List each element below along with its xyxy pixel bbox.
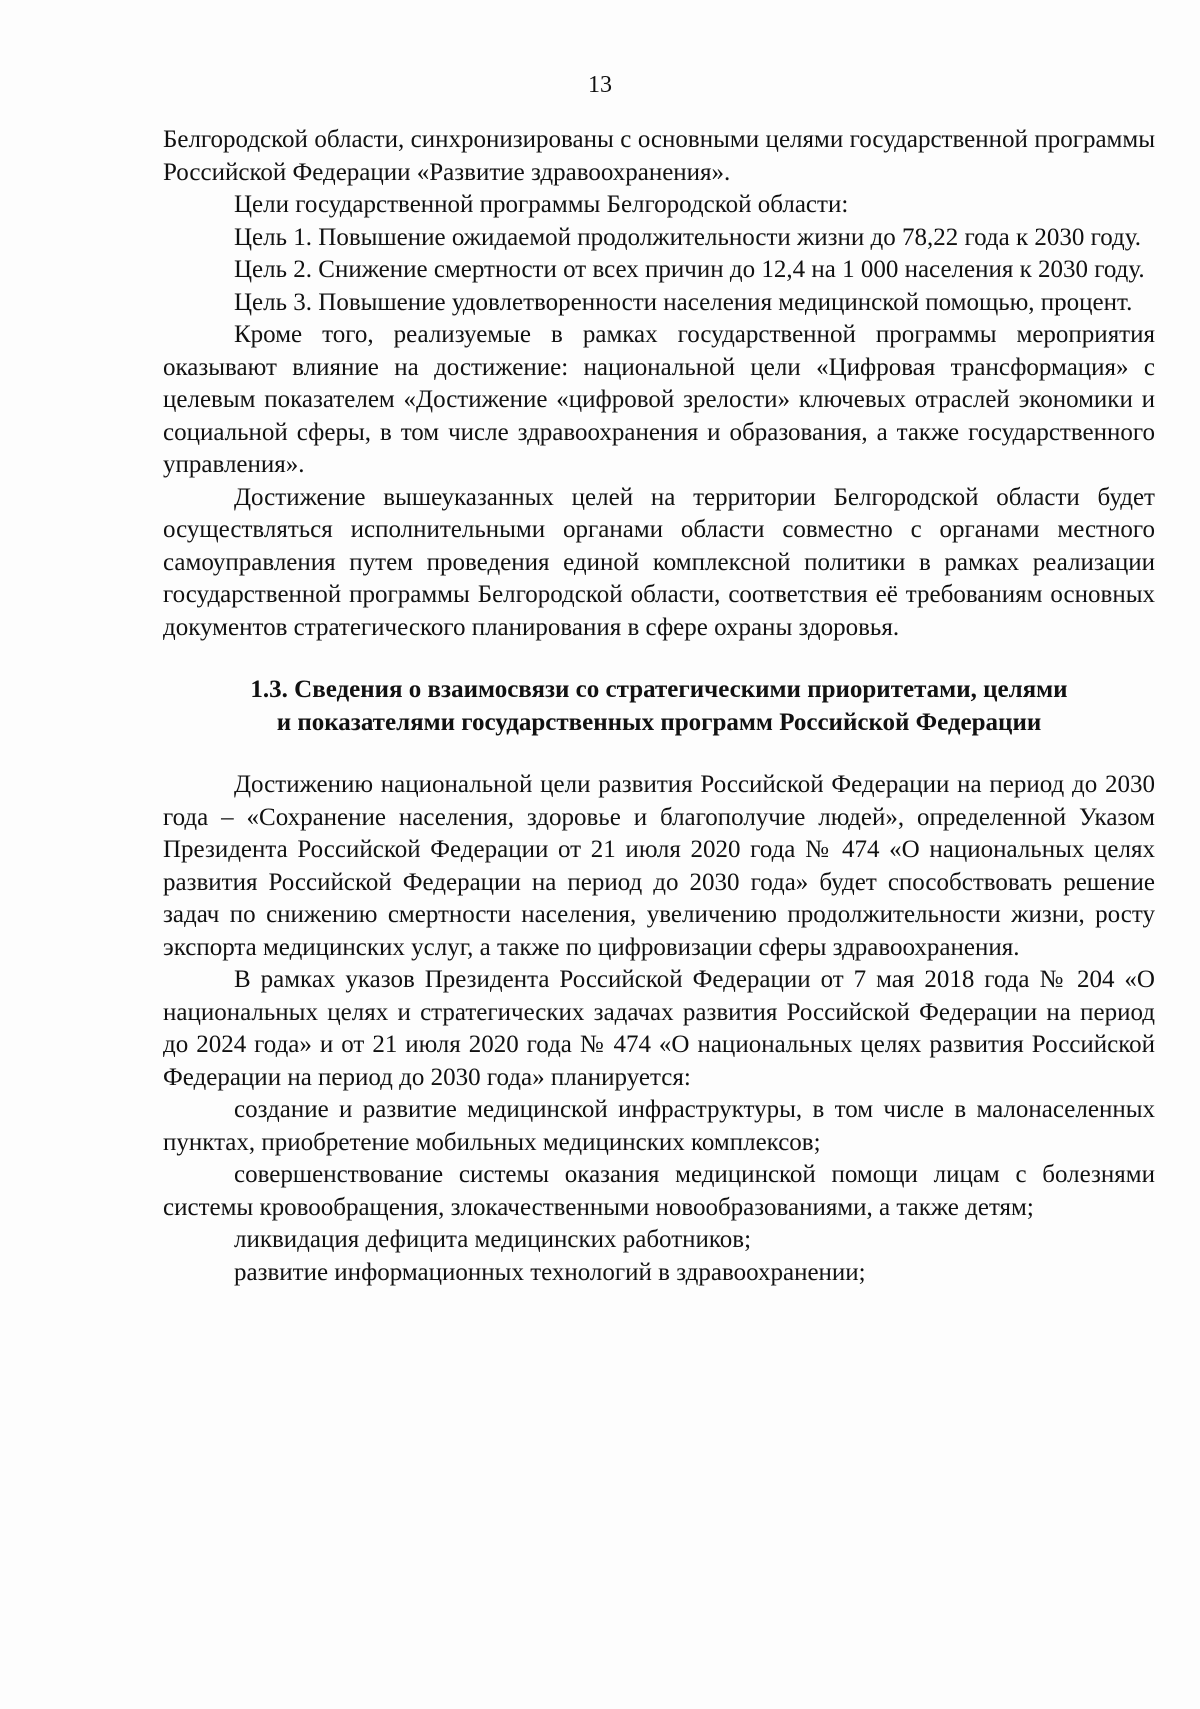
paragraph: Белгородской области, синхронизированы с основными целями государственной программы Российской Федерации «Развитие здравоохранения». xyxy=(163,126,1155,186)
paragraph: Цели государственной программы Белгородской области: xyxy=(234,191,849,218)
goal-item: Цель 1. Повышение ожидаемой продолжительности жизни до 78,22 года к 2030 году. xyxy=(234,223,1142,251)
section-heading xyxy=(163,674,1155,739)
page-number: 13 xyxy=(588,72,612,98)
list-item: совершенствование системы оказания медицинской помощи лицам с болезнями системы кровообращения, злокачественными новообразованиями, а также детям; xyxy=(163,1161,1155,1221)
document-content xyxy=(163,124,1155,1289)
list-item: ликвидация дефицита медицинских работников; xyxy=(234,1226,752,1253)
paragraph: Достижение вышеуказанных целей на территории Белгородской области будет осуществляться исполнительными органами области совместно с органами местного самоуправления путем проведения единой комплексной политики в рамках реализации государственной программы Белгородской области, соответствия её требованиям основных документов стратегического планирования в сфере охраны здоровья. xyxy=(163,483,1155,641)
section-heading-line: 1.3. Сведения о взаимосвязи со стратегическими приоритетами, целями xyxy=(250,676,1068,703)
paragraph: В рамках указов Президента Российской Федерации от 7 мая 2018 года № 204 «О национальных целях и стратегических задачах развития Российской Федерации на период до 2024 года» и от 21 июля 2020 года № 474 «О национальных целях развития Российской Федерации на период до 2030 года» планируется: xyxy=(163,966,1155,1091)
section-heading-line: и показателями государственных программ Российской Федерации xyxy=(276,708,1042,736)
paragraph: Кроме того, реализуемые в рамках государственной программы мероприятия оказывают влияние на достижение: национальной цели «Цифровая трансформация» с целевым показателем «Достижение «цифровой зрелости» ключевых отраслей экономики и социальной сферы, в том числе здравоохранения и образования, а также государственного управления». xyxy=(163,321,1155,478)
list-item: создание и развитие медицинской инфраструктуры, в том числе в малонаселенных пунктах, приобретение мобильных медицинских комплексов; xyxy=(163,1096,1155,1156)
paragraph: Достижению национальной цели развития Российской Федерации на период до 2030 года – «Сохранение населения, здоровье и благополучие людей», определенной Указом Президента Российской Федерации от 21 июля 2020 года № 474 «О национальных целях развития Российской Федерации на период до 2030 года» будет способствовать решение задач по снижению смертности населения, увеличению продолжительности жизни, росту экспорта медицинских услуг, а также по цифровизации сферы здравоохранения. xyxy=(163,771,1155,961)
goal-item: Цель 2. Снижение смертности от всех причин до 12,4 на 1 000 населения к 2030 году. xyxy=(234,256,1145,283)
goal-item: Цель 3. Повышение удовлетворенности населения медицинской помощью, процент. xyxy=(234,288,1133,316)
list-item: развитие информационных технологий в здравоохранении; xyxy=(234,1258,866,1286)
